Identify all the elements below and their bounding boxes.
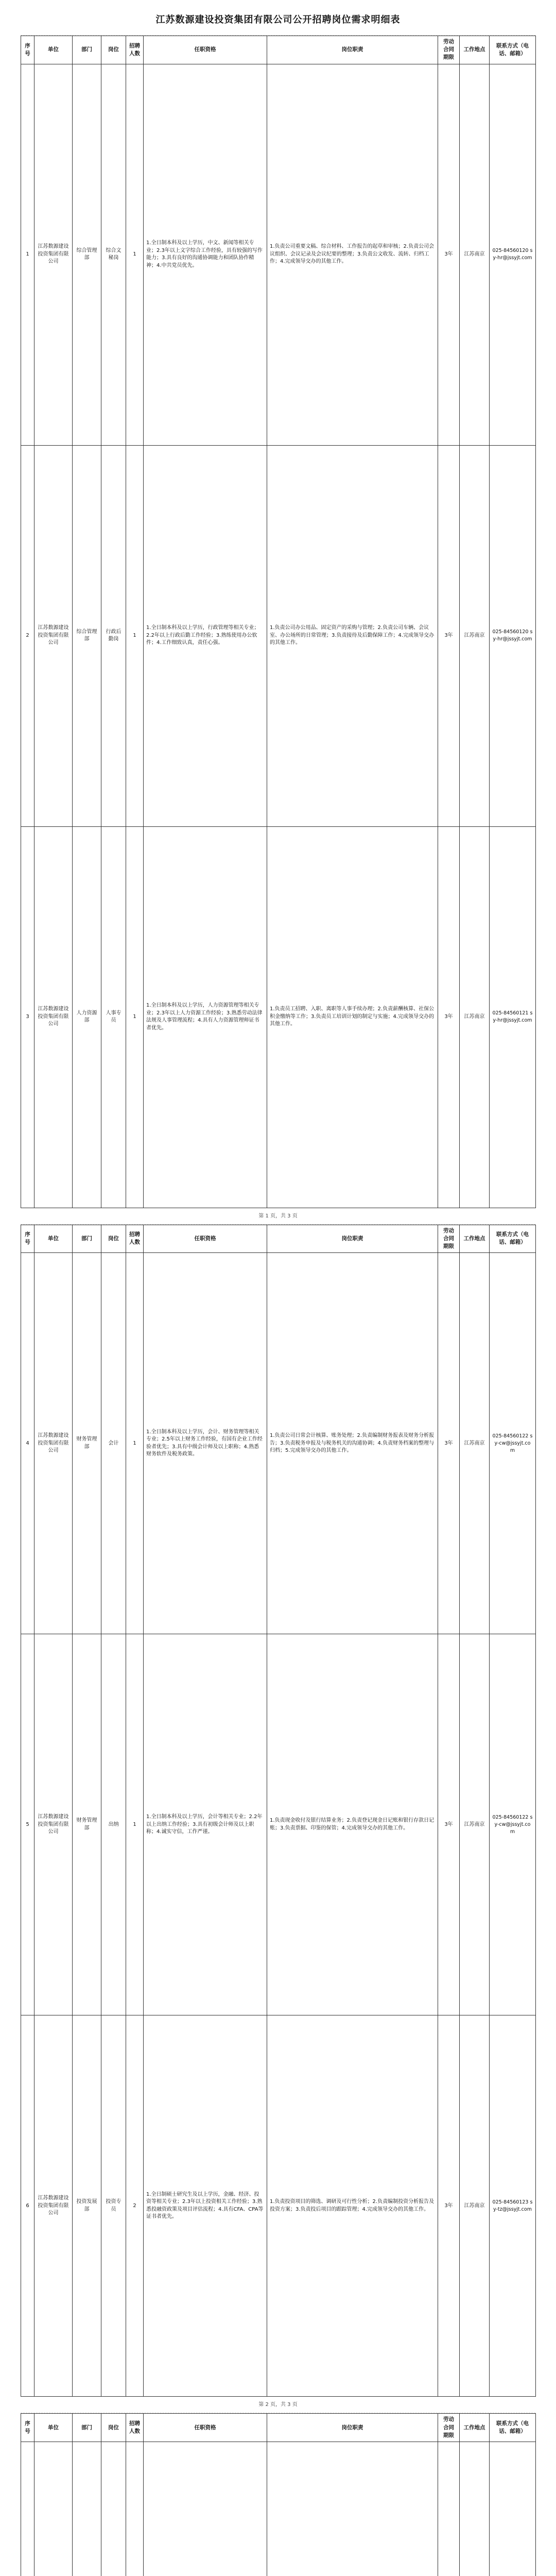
- cell-contract: 3年: [438, 2015, 460, 2397]
- cell-location: 江苏南京: [460, 445, 490, 826]
- cell-contact: 025-84560120 sy-hr@jssyjt.com: [490, 445, 536, 826]
- cell-count: 2: [126, 2015, 144, 2397]
- table-row: [21, 445, 536, 826]
- table-row: [21, 1253, 536, 1634]
- header-contact: 联系方式（电话、邮箱）: [490, 1225, 536, 1253]
- table-row: [21, 826, 536, 1208]
- table-row: [21, 2442, 536, 2576]
- document: [21, 0, 535, 2576]
- cell-unit: 江苏数源建设投资集团有限公司: [34, 2015, 73, 2397]
- cell-requirements: [144, 2442, 267, 2576]
- cell-post: 人事专员: [101, 826, 126, 1208]
- recruitment-table: [21, 36, 536, 1208]
- header-dept: 部门: [73, 1225, 101, 1253]
- page-number: 第 2 页，共 3 页: [258, 2402, 298, 2408]
- cell-location: 江苏南京: [460, 1634, 490, 2015]
- header-duties: 岗位职责: [267, 36, 438, 64]
- cell-no: [21, 2442, 34, 2576]
- cell-requirements: 1.全日制本科及以上学历，中文、新闻等相关专业；2.3年以上文字综合工作经验，具有较强的写作能力；3.具有良好的沟通协调能力和团队协作精神；4.中共党员优先。: [144, 64, 267, 445]
- cell-location: 江苏南京: [460, 64, 490, 445]
- header-post: 岗位: [101, 1225, 126, 1253]
- header-location: 工作地点: [460, 2414, 490, 2442]
- cell-count: 1: [126, 1253, 144, 1634]
- cell-post: 综合文秘岗: [101, 64, 126, 445]
- cell-contract: 3年: [438, 1253, 460, 1634]
- cell-contact: 025-84560120 sy-hr@jssyjt.com: [490, 64, 536, 445]
- cell-no: 6: [21, 2015, 34, 2397]
- cell-location: 江苏南京: [460, 1253, 490, 1634]
- header-contract: 劳动合同期限: [438, 36, 460, 64]
- header-location: 工作地点: [460, 1225, 490, 1253]
- table-header-row: [21, 2414, 536, 2442]
- cell-dept: 综合管理部: [73, 64, 101, 445]
- cell-contract: 3年: [438, 64, 460, 445]
- page-1: [21, 35, 535, 1224]
- cell-count: [126, 2442, 144, 2576]
- cell-unit: 江苏数源建设投资集团有限公司: [34, 1253, 73, 1634]
- cell-contract: 3年: [438, 1634, 460, 2015]
- page-number: 第 1 页，共 3 页: [258, 1213, 298, 1219]
- cell-post: 行政后勤岗: [101, 445, 126, 826]
- cell-requirements: 1.全日制硕士研究生及以上学历，金融、经济、投资等相关专业；2.3年以上投资相关工作经验；3.熟悉投融资政策及项目评估流程；4.具有CFA、CPA等证书者优先。: [144, 2015, 267, 2397]
- header-duties: 岗位职责: [267, 2414, 438, 2442]
- header-contract: 劳动合同期限: [438, 2414, 460, 2442]
- cell-no: 2: [21, 445, 34, 826]
- header-count: 招聘人数: [126, 36, 144, 64]
- cell-post: 会计: [101, 1253, 126, 1634]
- table-header-row: [21, 36, 536, 64]
- cell-duties: 1.负责公司日常会计核算、账务处理；2.负责编制财务报表及财务分析报告；3.负责税务申报及与税务机关的沟通协调；4.负责财务档案的整理与归档；5.完成领导交办的其他工作。: [267, 1253, 438, 1634]
- cell-duties: 1.负责公司办公用品、固定资产的采购与管理；2.负责公司车辆、会议室、办公场所的日常管理；3.负责接待及后勤保障工作；4.完成领导交办的其他工作。: [267, 445, 438, 826]
- cell-no: 4: [21, 1253, 34, 1634]
- header-requirements: 任职资格: [144, 2414, 267, 2442]
- cell-location: 江苏南京: [460, 826, 490, 1208]
- cell-contact: 025-84560122 sy-cw@jssyjt.com: [490, 1634, 536, 2015]
- cell-contact: 025-84560123 sy-tz@jssyjt.com: [490, 2015, 536, 2397]
- cell-duties: 1.负责公司重要文稿、综合材料、工作报告的起草和审核；2.负责公司会议组织、会议记录及会议纪要的整理；3.负责公文收发、流转、归档工作；4.完成领导交办的其他工作。: [267, 64, 438, 445]
- table-header-row: [21, 1225, 536, 1253]
- header-duties: 岗位职责: [267, 1225, 438, 1253]
- cell-contact: [490, 2442, 536, 2576]
- cell-post: [101, 2442, 126, 2576]
- header-contract: 劳动合同期限: [438, 1225, 460, 1253]
- cell-post: 投资专员: [101, 2015, 126, 2397]
- header-unit: 单位: [34, 36, 73, 64]
- cell-count: 1: [126, 445, 144, 826]
- header-post: 岗位: [101, 2414, 126, 2442]
- cell-duties: 1.负责员工招聘、入职、离职等人事手续办理；2.负责薪酬核算、社保公积金缴纳等工作；3.负责员工培训计划的制定与实施；4.完成领导交办的其他工作。: [267, 826, 438, 1208]
- table-row: [21, 64, 536, 445]
- cell-location: 江苏南京: [460, 2015, 490, 2397]
- header-contact: 联系方式（电话、邮箱）: [490, 36, 536, 64]
- cell-dept: 财务管理部: [73, 1253, 101, 1634]
- cell-contact: 025-84560122 sy-cw@jssyjt.com: [490, 1253, 536, 1634]
- document-title: 江苏数源建设投资集团有限公司公开招聘岗位需求明细表: [155, 14, 401, 25]
- cell-duties: 1.负责现金收付及银行结算业务；2.负责登记现金日记账和银行存款日记账；3.负责票据、印鉴的保管；4.完成领导交办的其他工作。: [267, 1634, 438, 2015]
- cell-duties: [267, 2442, 438, 2576]
- cell-requirements: 1.全日制本科及以上学历，会计、财务管理等相关专业；2.5年以上财务工作经验，有国有企业工作经验者优先；3.具有中级会计师及以上职称；4.熟悉财务软件及税务政策。: [144, 1253, 267, 1634]
- cell-requirements: 1.全日制本科及以上学历，会计等相关专业；2.2年以上出纳工作经验；3.具有初级会计师及以上职称；4.诚实守信，工作严谨。: [144, 1634, 267, 2015]
- header-count: 招聘人数: [126, 1225, 144, 1253]
- cell-count: 1: [126, 826, 144, 1208]
- table-row: [21, 1634, 536, 2015]
- header-requirements: 任职资格: [144, 36, 267, 64]
- cell-location: [460, 2442, 490, 2576]
- cell-count: 1: [126, 1634, 144, 2015]
- header-count: 招聘人数: [126, 2414, 144, 2442]
- cell-no: 1: [21, 64, 34, 445]
- header-contact: 联系方式（电话、邮箱）: [490, 2414, 536, 2442]
- cell-dept: 人力资源部: [73, 826, 101, 1208]
- header-unit: 单位: [34, 2414, 73, 2442]
- cell-dept: 投资发展部: [73, 2015, 101, 2397]
- cell-dept: 财务管理部: [73, 1634, 101, 2015]
- cell-unit: [34, 2442, 73, 2576]
- cell-unit: 江苏数源建设投资集团有限公司: [34, 64, 73, 445]
- cell-count: 1: [126, 64, 144, 445]
- cell-contract: 3年: [438, 826, 460, 1208]
- header-post: 岗位: [101, 36, 126, 64]
- header-no: 序号: [21, 2414, 34, 2442]
- cell-unit: 江苏数源建设投资集团有限公司: [34, 1634, 73, 2015]
- header-requirements: 任职资格: [144, 1225, 267, 1253]
- cell-no: 5: [21, 1634, 34, 2015]
- cell-post: 出纳: [101, 1634, 126, 2015]
- header-dept: 部门: [73, 2414, 101, 2442]
- header-location: 工作地点: [460, 36, 490, 64]
- recruitment-table: [21, 1225, 536, 2397]
- cell-requirements: 1.全日制本科及以上学历，行政管理等相关专业；2.2年以上行政后勤工作经验；3.熟练使用办公软件；4.工作细致认真，责任心强。: [144, 445, 267, 826]
- header-no: 序号: [21, 36, 34, 64]
- cell-dept: 综合管理部: [73, 445, 101, 826]
- cell-contract: 3年: [438, 445, 460, 826]
- table-row: [21, 2015, 536, 2397]
- cell-unit: 江苏数源建设投资集团有限公司: [34, 445, 73, 826]
- page-2: [21, 1224, 535, 2413]
- cell-requirements: 1.全日制本科及以上学历，人力资源管理等相关专业；2.3年以上人力资源工作经验；3.熟悉劳动法律法规及人事管理流程；4.具有人力资源管理师证书者优先。: [144, 826, 267, 1208]
- recruitment-table: [21, 2413, 536, 2576]
- header-no: 序号: [21, 1225, 34, 1253]
- cell-dept: [73, 2442, 101, 2576]
- page-3: [21, 2413, 535, 2576]
- cell-contact: 025-84560121 sy-hr@jssyjt.com: [490, 826, 536, 1208]
- cell-unit: 江苏数源建设投资集团有限公司: [34, 826, 73, 1208]
- cell-contract: [438, 2442, 460, 2576]
- header-dept: 部门: [73, 36, 101, 64]
- cell-no: 3: [21, 826, 34, 1208]
- cell-duties: 1.负责投资项目的筛选、调研及可行性分析；2.负责编制投资分析报告及投资方案；3.负责投后项目的跟踪管理；4.完成领导交办的其他工作。: [267, 2015, 438, 2397]
- header-unit: 单位: [34, 1225, 73, 1253]
